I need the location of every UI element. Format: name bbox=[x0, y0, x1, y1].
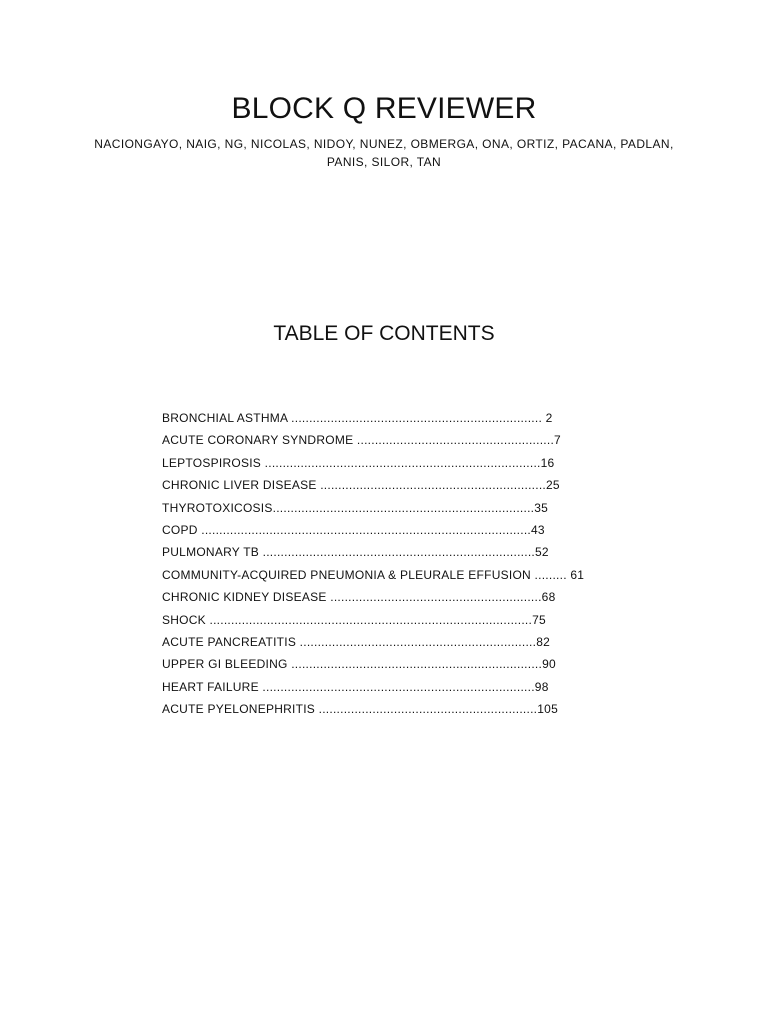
toc-entry-text: UPPER GI BLEEDING ......................................................................90 bbox=[162, 657, 556, 672]
toc-entry-leptospirosis[interactable] bbox=[162, 452, 602, 474]
author-list-line-1: NACIONGAYO, NAIG, NG, NICOLAS, NIDOY, NUNEZ, OBMERGA, ONA, ORTIZ, PACANA, PADLAN, bbox=[94, 137, 674, 151]
toc-entry-thyrotoxicosis[interactable] bbox=[162, 497, 602, 519]
toc-entry-text: BRONCHIAL ASTHMA ...................................................................... 2 bbox=[162, 411, 553, 425]
toc-entry-bronchial-asthma[interactable] bbox=[162, 407, 602, 429]
table-of-contents bbox=[162, 407, 602, 720]
toc-entry-text: ACUTE PANCREATITIS ..................................................................82 bbox=[162, 634, 551, 649]
toc-entry-text: PULMONARY TB ............................................................................52 bbox=[162, 545, 549, 560]
toc-entry-pulmonary-tb[interactable] bbox=[162, 541, 602, 563]
toc-entry-text: THYROTOXICOSIS.........................................................................35 bbox=[162, 500, 549, 515]
toc-heading: TABLE OF CONTENTS bbox=[273, 322, 495, 345]
toc-entry-text: SHOCK ..........................................................................................75 bbox=[162, 612, 546, 627]
toc-entry-shock[interactable] bbox=[162, 609, 602, 631]
document-title: BLOCK Q REVIEWER bbox=[231, 92, 537, 125]
toc-entry-text: ACUTE PYELONEPHRITIS .............................................................105 bbox=[162, 702, 559, 717]
toc-entry-text: COPD ............................................................................................43 bbox=[162, 522, 545, 537]
toc-entry-upper-gi-bleeding[interactable] bbox=[162, 653, 602, 675]
toc-entry-acute-pancreatitis[interactable] bbox=[162, 631, 602, 653]
author-list-line-2: PANIS, SILOR, TAN bbox=[326, 155, 442, 169]
toc-entry-text: HEART FAILURE ............................................................................98 bbox=[162, 679, 549, 694]
toc-entry-text: ACUTE CORONARY SYNDROME .......................................................7 bbox=[162, 433, 561, 448]
toc-entry-acute-pyelonephritis[interactable] bbox=[162, 698, 602, 720]
toc-entry-community-acquired-pneumonia[interactable] bbox=[162, 564, 602, 586]
toc-entry-text: LEPTOSPIROSIS .............................................................................16 bbox=[162, 455, 555, 470]
toc-entry-heart-failure[interactable] bbox=[162, 676, 602, 698]
toc-entry-text: CHRONIC LIVER DISEASE ...............................................................25 bbox=[162, 478, 560, 493]
toc-entry-copd[interactable] bbox=[162, 519, 602, 541]
toc-entry-text: CHRONIC KIDNEY DISEASE ...........................................................68 bbox=[162, 590, 556, 605]
author-list bbox=[90, 135, 678, 171]
toc-entry-text: COMMUNITY-ACQUIRED PNEUMONIA & PLEURALE EFFUSION ......... 61 bbox=[162, 567, 585, 582]
toc-entry-chronic-kidney-disease[interactable] bbox=[162, 586, 602, 608]
toc-entry-acute-coronary-syndrome[interactable] bbox=[162, 429, 602, 451]
toc-entry-chronic-liver-disease[interactable] bbox=[162, 474, 602, 496]
